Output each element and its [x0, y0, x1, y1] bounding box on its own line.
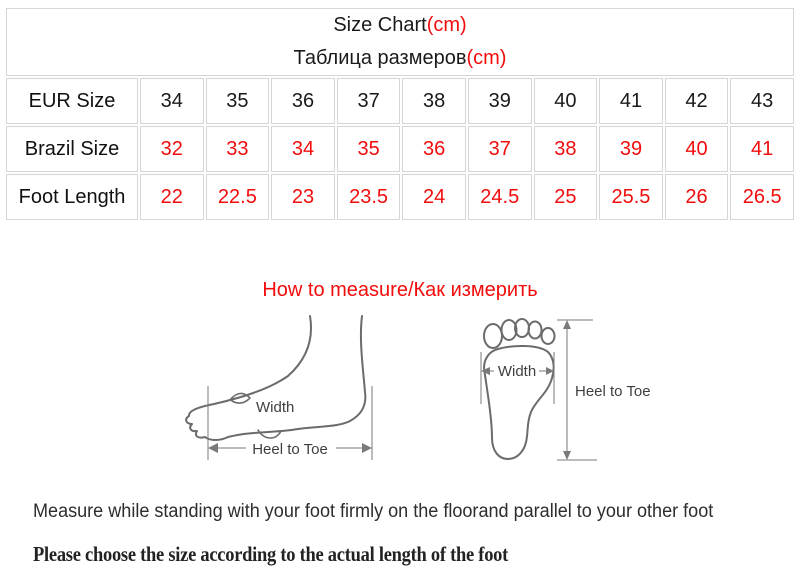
table-cell: 39	[468, 78, 532, 124]
table-cell: 41	[599, 78, 663, 124]
heel-to-toe-label: Heel to Toe	[575, 383, 651, 400]
table-cell: 25.5	[599, 174, 663, 220]
row-label-eur: EUR Size	[6, 78, 138, 124]
table-cell: 24	[402, 174, 466, 220]
toe-icon	[529, 322, 542, 339]
table-cell: 24.5	[468, 174, 532, 220]
table-cell: 34	[271, 126, 335, 172]
arrowhead-down-icon	[563, 451, 571, 460]
table-title-row	[6, 8, 794, 76]
toe-icon	[542, 328, 555, 344]
table-title-en	[7, 9, 793, 42]
table-cell: 37	[337, 78, 401, 124]
table-cell: 42	[665, 78, 729, 124]
footprint-top-view-diagram	[460, 308, 670, 468]
table-cell: 22.5	[206, 174, 270, 220]
row-label-footlength: Foot Length	[6, 174, 138, 220]
table-cell: 40	[534, 78, 598, 124]
note-choose-size: Please choose the size according to the actual length of the foot	[33, 542, 509, 566]
table-title-ru	[7, 42, 793, 75]
table-cell: 34	[140, 78, 204, 124]
arrowhead-up-icon	[563, 320, 571, 329]
title-ru-unit: (cm)	[466, 47, 507, 69]
table-cell: 26	[665, 174, 729, 220]
table-cell: 35	[206, 78, 270, 124]
table-cell: 39	[599, 126, 663, 172]
width-label: Width	[256, 399, 295, 416]
table-cell: 41	[730, 126, 794, 172]
table-cell: 25	[534, 174, 598, 220]
row-label-brazil: Brazil Size	[6, 126, 138, 172]
arrowhead-right-icon	[362, 443, 372, 453]
table-cell: 37	[468, 126, 532, 172]
title-ru-text: Таблица размеров	[293, 47, 467, 69]
table-row-eur	[6, 78, 794, 124]
arrowhead-left-icon	[208, 443, 218, 453]
table-cell: 36	[271, 78, 335, 124]
measure-heading: How to measure/Как измерить	[262, 279, 538, 301]
foot-outline	[186, 316, 365, 440]
table-title-cell	[6, 8, 794, 76]
table-cell: 38	[534, 126, 598, 172]
size-chart-table	[4, 6, 796, 222]
heel-to-toe-label: Heel to Toe	[252, 441, 328, 458]
table-row-brazil	[6, 126, 794, 172]
table-cell: 36	[402, 126, 466, 172]
table-cell: 22	[140, 174, 204, 220]
width-label: Width	[497, 363, 537, 380]
title-en-unit: (cm)	[426, 14, 467, 36]
note-measure-standing: Measure while standing with your foot firmly on the floorand parallel to your other foot	[33, 501, 714, 522]
table-cell: 23	[271, 174, 335, 220]
table-cell: 40	[665, 126, 729, 172]
table-row-footlength	[6, 174, 794, 220]
table-cell: 32	[140, 126, 204, 172]
table-cell: 26.5	[730, 174, 794, 220]
table-cell: 38	[402, 78, 466, 124]
table-cell: 43	[730, 78, 794, 124]
table-cell: 33	[206, 126, 270, 172]
foot-side-view-diagram	[180, 310, 400, 470]
big-toe-icon	[484, 324, 502, 348]
table-cell: 35	[337, 126, 401, 172]
table-cell: 23.5	[337, 174, 401, 220]
title-en-text: Size Chart	[333, 14, 427, 36]
